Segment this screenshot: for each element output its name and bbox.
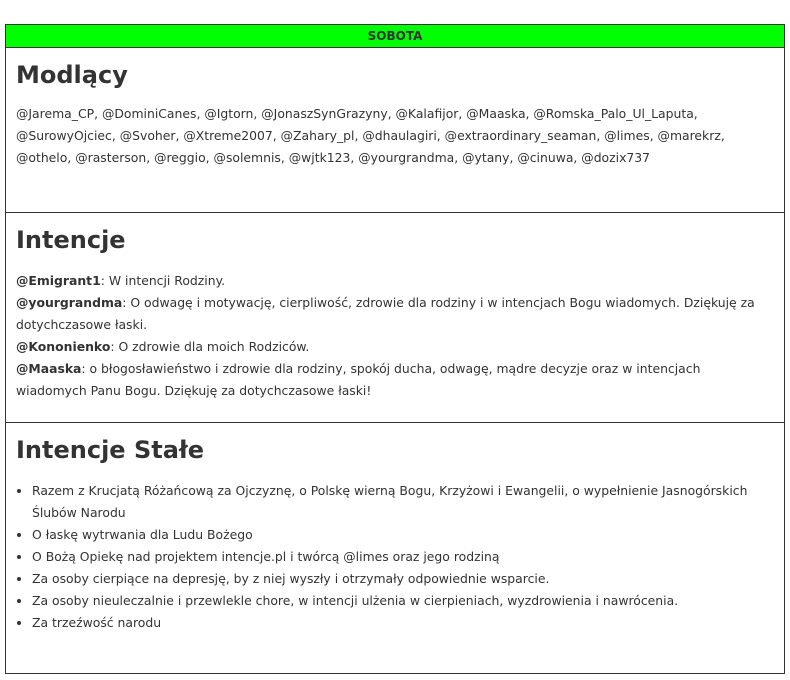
- permanent-intention-item: • O Bożą Opiekę nad projektem intencje.pl i twórcą @limes oraz jego rodziną: [32, 546, 774, 568]
- intentions-list: [16, 270, 774, 402]
- permanent-intention-item: • Za osoby cierpiące na depresję, by z niej wyszły i otrzymały odpowiednie wsparcie.: [32, 568, 774, 590]
- section-intencje: [6, 213, 784, 423]
- section-heading-modlacy: Modlący: [16, 61, 128, 89]
- intention-item: [16, 358, 774, 402]
- intention-user[interactable]: @Maaska: [16, 361, 82, 376]
- intention-item: [16, 270, 774, 292]
- permanent-intention-item: • Razem z Krucjatą Różańcową za Ojczyznę, o Polskę wierną Bogu, Krzyżowi i Ewangelii, o wypełnienie Jasnogórskich Ślubów Narodu: [32, 480, 774, 524]
- permanent-intention-item: • O łaskę wytrwania dla Ludu Bożego: [32, 524, 774, 546]
- intention-user[interactable]: @yourgrandma: [16, 295, 123, 310]
- praying-users-list: @Jarema_CP, @DominiCanes, @Igtorn, @JonaszSynGrazyny, @Kalafijor, @Maaska, @Romska_Palo_Ul_Laputa, @SurowyOjciec, @Svoher, @Xtreme2007, @Zahary_pl, @dhaulagiri, @extraordinary_seaman, @limes, @marekrz, @othelo, @rasterson, @reggio, @solemnis, @wjtk123, @yourgrandma, @ytany, @cinuwa, @dozix737: [16, 106, 725, 165]
- intention-text: : O zdrowie dla moich Rodziców.: [110, 339, 310, 354]
- section-intencje-stale: [6, 423, 784, 673]
- intention-text: : o błogosławieństwo i zdrowie dla rodziny, spokój ducha, odwagę, mądre decyzje oraz w intencjach wiadomych Panu Bogu. Dziękuję za dotychczasowe łaski!: [16, 361, 701, 398]
- intention-item: [16, 292, 774, 336]
- permanent-intentions-list: [16, 480, 774, 634]
- permanent-intention-item: • Za osoby nieuleczalnie i przewlekle chore, w intencji ulżenia w cierpieniach, wyzdrowienia i nawrócenia.: [32, 590, 774, 612]
- section-modlacy: [6, 48, 784, 213]
- day-board: [5, 24, 785, 674]
- intention-user[interactable]: @Emigrant1: [16, 273, 101, 288]
- intention-text: : O odwagę i motywację, cierpliwość, zdrowie dla rodziny i w intencjach Bogu wiadomych. Dziękuję za dotychczasowe łaski.: [16, 295, 755, 332]
- intention-item: [16, 336, 774, 358]
- permanent-intention-item: • Za trzeźwość narodu: [32, 612, 774, 634]
- section-heading-intencje: Intencje: [16, 226, 126, 254]
- intention-user[interactable]: @Kononienko: [16, 339, 111, 354]
- intention-text: : W intencji Rodziny.: [100, 273, 226, 288]
- section-heading-intencje-stale: Intencje Stałe: [16, 436, 205, 464]
- day-header: SOBOTA: [6, 25, 784, 48]
